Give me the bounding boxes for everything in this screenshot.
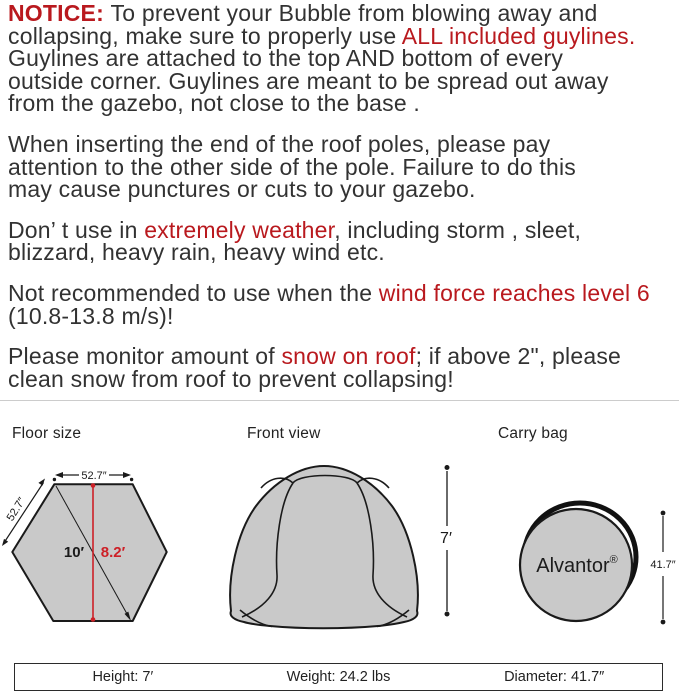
floor-width-label: 10′ — [63, 544, 85, 561]
bag-diameter-label: 41.7″ — [650, 559, 676, 571]
section-divider — [0, 400, 679, 401]
front-view-title: Front view — [247, 425, 321, 442]
carry-bag-diagram — [520, 503, 676, 624]
bag-brand-text — [536, 554, 617, 577]
tent-height-label: 7′ — [440, 530, 452, 547]
spec-table — [14, 663, 663, 691]
carry-bag-title: Carry bag — [498, 425, 568, 442]
spec-weight: Weight: 24.2 lbs — [286, 669, 391, 685]
floor-depth-label: 8.2′ — [100, 544, 126, 561]
diagrams-canvas — [0, 440, 679, 660]
tent-height-dimension — [440, 465, 452, 617]
floor-top-edge-label: 52.7″ — [81, 470, 107, 482]
bag-diameter-dimension — [650, 511, 675, 625]
spec-diameter: Diameter: 41.7″ — [504, 669, 605, 685]
tent-silhouette-shape — [230, 466, 418, 628]
hexagon-floor-shape — [12, 484, 166, 621]
brand-name: Alvantor — [536, 555, 610, 577]
registered-mark: ® — [609, 554, 618, 566]
front-view-diagram — [230, 465, 452, 628]
floor-top-dimension — [53, 470, 134, 482]
notice-text: NOTICE: To prevent your Bubble from blowing away and collapsing, make sure to properly use ALL included guylines. Guylines are attached to the top AND bottom of every outside corner. Guylines are meant to be spread out away from the gazebo, not close to the base . When inserting the end of the roof poles, please pay attention to the other side of the pole. Failure to do this may cause punctures or cuts to your gazebo. Don’ t use in extremely weather, including storm , sleet, blizzard, heavy rain, heavy wind etc. Not recommended to use when the wind force reaches level 6 (10.8-13.8 m/s)! Please monitor amount of snow on roof; if above 2", please clean snow from roof to prevent collapsing! — [8, 0, 650, 392]
spec-height: Height: 7′ — [92, 669, 154, 685]
floor-side-edge-label: 52.7″ — [4, 495, 29, 524]
floor-size-diagram — [2, 470, 167, 622]
floor-size-title: Floor size — [12, 425, 82, 442]
